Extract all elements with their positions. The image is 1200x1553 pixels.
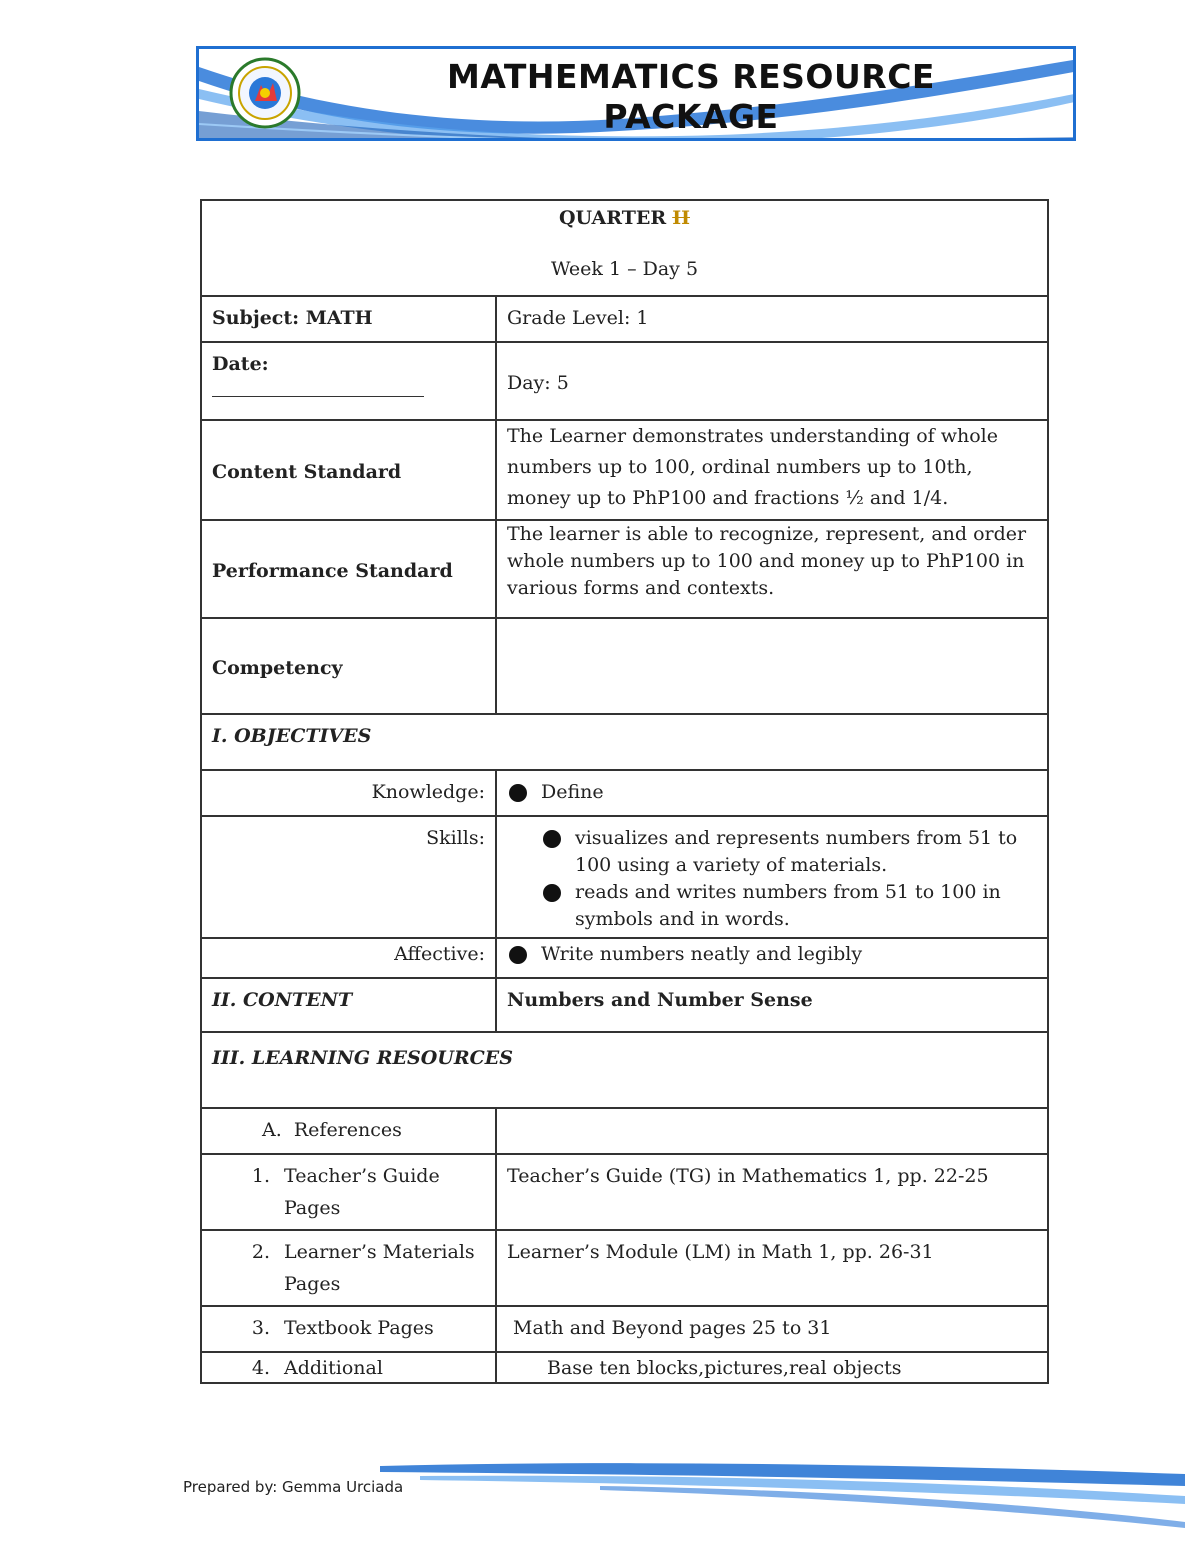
bullet-icon xyxy=(509,946,527,964)
resource-number: 4. xyxy=(251,1357,270,1379)
resource-value: Math and Beyond pages 25 to 31 xyxy=(496,1306,1048,1352)
affective-label: Affective: xyxy=(201,938,496,978)
references-row xyxy=(201,1108,1048,1154)
date-cell xyxy=(201,342,496,420)
prepared-by: Prepared by: Gemma Urciada xyxy=(183,1478,404,1496)
quarter-cell xyxy=(201,200,1048,296)
content-standard-label: Content Standard xyxy=(201,420,496,520)
quarter-row xyxy=(201,200,1048,296)
quarter-label: QUARTER xyxy=(559,207,667,229)
date-label: Date: xyxy=(212,353,269,375)
competency-text xyxy=(496,618,1048,714)
resource-row xyxy=(201,1154,1048,1230)
resource-label: Additional xyxy=(284,1357,383,1379)
date-blank-line xyxy=(212,378,424,397)
content-row xyxy=(201,978,1048,1032)
resource-number: 2. xyxy=(251,1241,270,1263)
resource-row xyxy=(201,1306,1048,1352)
knowledge-row xyxy=(201,770,1048,816)
skills-label: Skills: xyxy=(201,816,496,938)
subject-row xyxy=(201,296,1048,342)
skill-item xyxy=(541,825,1037,879)
knowledge-text: Define xyxy=(541,781,604,803)
header-title xyxy=(389,57,993,137)
resource-value: Base ten blocks,pictures,real objects xyxy=(496,1352,1048,1383)
resource-number: 3. xyxy=(251,1317,270,1339)
skill-item xyxy=(541,879,1037,933)
resource-row xyxy=(201,1352,1048,1383)
day-cell: Day: 5 xyxy=(496,342,1048,420)
resource-value: Learner’s Module (LM) in Math 1, pp. 26-31 xyxy=(496,1230,1048,1306)
affective-cell xyxy=(496,938,1048,978)
resource-label-cell xyxy=(201,1230,496,1306)
references-value xyxy=(496,1108,1048,1154)
resource-value: Teacher’s Guide (TG) in Mathematics 1, pp. 22-25 xyxy=(496,1154,1048,1230)
knowledge-cell xyxy=(496,770,1048,816)
subject-cell: Subject: MATH xyxy=(201,296,496,342)
deped-seal-icon xyxy=(229,57,301,129)
objectives-heading-row xyxy=(201,714,1048,770)
competency-row xyxy=(201,618,1048,714)
bullet-icon xyxy=(509,784,527,802)
resource-label: Learner’s Materials Pages xyxy=(284,1241,475,1295)
references-cell xyxy=(201,1108,496,1154)
performance-standard-row xyxy=(201,520,1048,618)
knowledge-label: Knowledge: xyxy=(201,770,496,816)
resource-row xyxy=(201,1230,1048,1306)
references-label: References xyxy=(293,1119,402,1141)
skill-text: reads and writes numbers from 51 to 100 in symbols and in words. xyxy=(575,881,1001,930)
week-day: Week 1 – Day 5 xyxy=(550,258,699,280)
lesson-plan-table xyxy=(200,199,1049,1384)
skills-cell xyxy=(496,816,1048,938)
affective-text: Write numbers neatly and legibly xyxy=(541,943,863,965)
resources-heading: III. LEARNING RESOURCES xyxy=(201,1032,1048,1108)
performance-standard-text: The learner is able to recognize, represent, and order whole numbers up to 100 and money up to PhP100 in various forms and contexts. xyxy=(496,520,1048,618)
header-title-line-2: PACKAGE xyxy=(603,97,779,136)
content-value: Numbers and Number Sense xyxy=(496,978,1048,1032)
grade-level-cell: Grade Level: 1 xyxy=(496,296,1048,342)
date-row xyxy=(201,342,1048,420)
bullet-icon xyxy=(543,884,561,902)
bullet-icon xyxy=(543,830,561,848)
resource-label-cell xyxy=(201,1154,496,1230)
resource-label: Textbook Pages xyxy=(284,1317,434,1339)
skills-row xyxy=(201,816,1048,938)
content-heading: II. CONTENT xyxy=(201,978,496,1032)
performance-standard-label: Performance Standard xyxy=(201,520,496,618)
objectives-heading: I. OBJECTIVES xyxy=(201,714,1048,770)
quarter-numeral: II xyxy=(672,207,690,229)
footer-swoosh-decoration xyxy=(0,1452,1200,1532)
competency-label: Competency xyxy=(201,618,496,714)
resource-label-cell xyxy=(201,1306,496,1352)
header-banner xyxy=(196,46,1076,141)
resource-label: Teacher’s Guide Pages xyxy=(284,1165,440,1219)
content-standard-row xyxy=(201,420,1048,520)
header-title-line-1: MATHEMATICS RESOURCE xyxy=(447,57,935,96)
resource-label-cell xyxy=(201,1352,496,1383)
content-standard-text: The Learner demonstrates understanding of whole numbers up to 100, ordinal numbers up to 10th, money up to PhP100 and fractions ½ and 1/4. xyxy=(496,420,1048,520)
resource-number: 1. xyxy=(251,1165,270,1187)
skill-text: visualizes and represents numbers from 51 to 100 using a variety of materials. xyxy=(575,827,1018,876)
references-letter: A. xyxy=(262,1119,282,1141)
resources-heading-row xyxy=(201,1032,1048,1108)
affective-row xyxy=(201,938,1048,978)
